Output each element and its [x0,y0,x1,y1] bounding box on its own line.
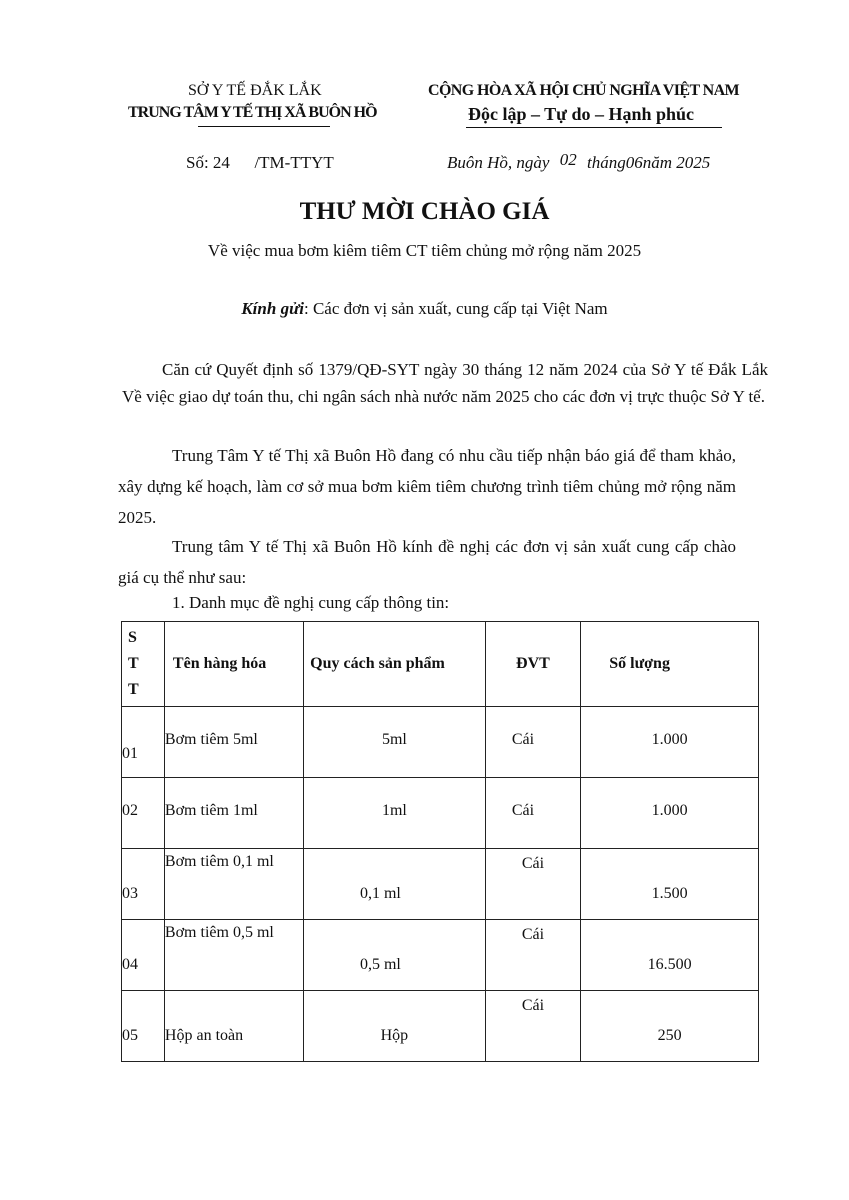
date-day: 02 [559,150,577,169]
row-stt: 01 [122,745,138,762]
cell-stt [122,778,165,849]
header-stt-char: T [128,681,139,698]
paragraph-legal-basis: Căn cứ Quyết định số 1379/QĐ-SYT ngày 30 tháng 12 năm 2024 của Sở Y tế Đắk Lắk Về việc giao dự toán thu, chi ngân sách nhà nước năm 2025 cho các đơn vị trực thuộc Sở Y tế. [122,360,768,406]
row-stt: 03 [122,885,138,902]
nation-name: CỘNG HÒA XÃ HỘI CHỦ NGHĨA VIỆT NAM [428,82,740,99]
row-stt: 02 [122,802,138,819]
cell-unit [485,991,581,1062]
table-row [122,707,759,778]
cell-spec [304,991,486,1062]
motto-underline [466,127,722,128]
cell-name [164,707,303,778]
cell-spec [304,707,486,778]
row-unit: Cái [511,802,535,819]
subject-line: Về việc mua bơm kiêm tiêm CT tiêm chủng mở rộng năm 2025 [207,241,642,260]
date-prefix: Buôn Hồ, ngày [447,153,550,172]
paragraph-need: Trung Tâm Y tế Thị xã Buôn Hồ đang có nhu cầu tiếp nhận báo giá để tham khảo, xây dựng kế hoạch, làm cơ sở mua bơm kiêm tiêm chương trình tiêm chủng mở rộng năm 2025. [118,446,736,527]
row-qty: 1.000 [651,802,688,819]
row-stt: 05 [122,1027,138,1044]
header-qty: Số lượng [581,622,759,707]
recipient-line [0,299,849,319]
row-qty: 250 [657,1027,682,1044]
cell-qty [581,707,759,778]
cell-qty [581,991,759,1062]
table-row [122,849,759,920]
cell-unit [485,849,581,920]
table-header-row [122,622,759,707]
recipient-text: : Các đơn vị sản xuất, cung cấp tại Việt Nam [303,299,608,318]
row-name: Hộp an toàn [164,1027,244,1044]
header-stt [122,622,165,707]
row-name: Bơm tiêm 1ml [164,802,258,819]
header-spec: Quy cách sản phẩm [304,622,486,707]
cell-spec [304,920,486,991]
table-row [122,778,759,849]
org-parent-name: SỞ Y TẾ ĐẮK LẮK [188,82,322,99]
list-item-heading: 1. Danh mục đề nghị cung cấp thông tin: [172,593,450,612]
row-name: Bơm tiêm 5ml [164,731,258,748]
row-spec: 5ml [381,731,407,748]
header-unit: ĐVT [485,622,581,707]
paragraph-request: Trung tâm Y tế Thị xã Buôn Hồ kính đề nghị các đơn vị sản xuất cung cấp chào giá cụ thể như sau: [118,537,736,587]
cell-qty [581,849,759,920]
recipient-label: Kính gửi [241,299,304,318]
cell-name [164,920,303,991]
header-stt-char: T [128,655,139,672]
row-spec: 0,5 ml [359,956,401,973]
row-spec: 0,1 ml [359,885,401,902]
nation-motto: Độc lập – Tự do – Hạnh phúc [468,104,695,124]
doc-number-label: Số: 24 [186,153,230,172]
cell-qty [581,920,759,991]
row-qty: 1.000 [651,731,688,748]
org-name: TRUNG TÂM Y TẾ THỊ XÃ BUÔN HỒ [128,104,377,121]
cell-unit [485,707,581,778]
doc-number-suffix: /TM-TTYT [254,153,334,172]
table-row [122,920,759,991]
org-underline [198,126,330,127]
doc-date [447,150,711,173]
row-unit: Cái [521,926,545,943]
date-suffix: tháng06năm 2025 [586,153,711,172]
row-unit: Cái [511,731,535,748]
row-qty: 1.500 [651,885,688,902]
row-stt: 04 [122,956,138,973]
header-stt-char: S [128,629,137,646]
cell-spec [304,778,486,849]
doc-number [186,153,334,173]
row-spec: 1ml [381,802,407,819]
goods-table [121,621,759,1062]
row-qty: 16.500 [647,956,692,973]
row-spec: Hộp [380,1027,409,1044]
row-name: Bơm tiêm 0,5 ml [164,924,274,941]
cell-name [164,849,303,920]
page-title: THƯ MỜI CHÀO GIÁ [299,198,550,225]
cell-stt [122,707,165,778]
row-unit: Cái [521,997,545,1014]
cell-name [164,778,303,849]
cell-spec [304,849,486,920]
table-row [122,991,759,1062]
cell-stt [122,920,165,991]
cell-name [164,991,303,1062]
cell-unit [485,778,581,849]
header-name: Tên hàng hóa [164,622,303,707]
row-unit: Cái [521,855,545,872]
cell-stt [122,991,165,1062]
row-name: Bơm tiêm 0,1 ml [164,853,274,870]
cell-stt [122,849,165,920]
cell-qty [581,778,759,849]
cell-unit [485,920,581,991]
